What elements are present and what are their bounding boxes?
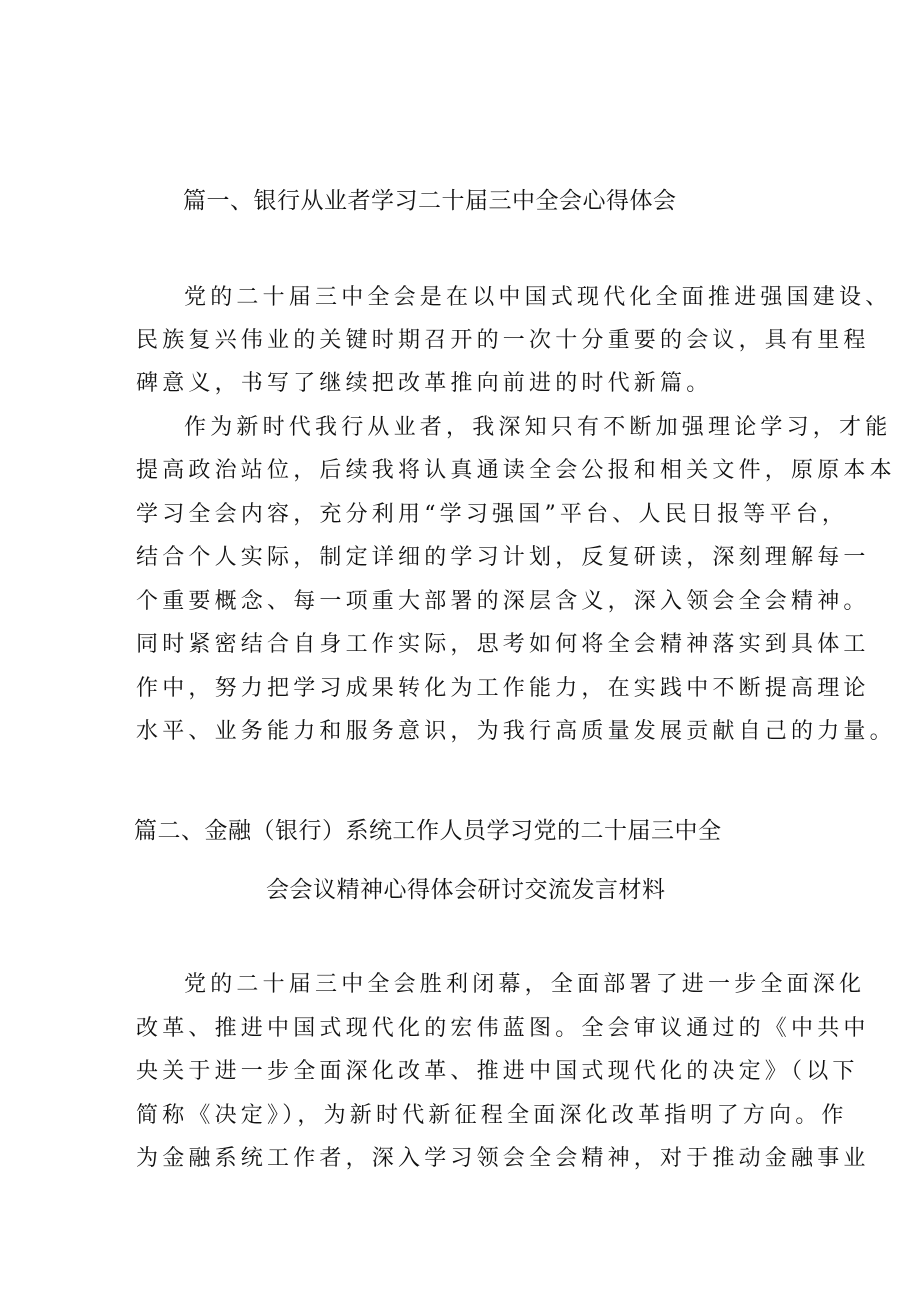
section2-p1-line: 央关于进一步全面深化改革、推进中国式现代化的决定》（以下 <box>136 1059 859 1084</box>
section1-p2-line: 作中，努力把学习成果转化为工作能力，在实践中不断提高理论 <box>136 676 870 701</box>
section1-title: 篇一、银行从业者学习二十届三中全会心得体会 <box>183 188 677 214</box>
section1-p2-line: 水平、业务能力和服务意识，为我行高质量发展贡献自己的力量。 <box>136 719 896 744</box>
section1-p2-line: 结合个人实际，制定详细的学习计划，反复研读，深刻理解每一 <box>136 545 870 570</box>
section2-title-line1: 篇二、金融（银行）系统工作人员学习党的二十届三中全 <box>134 818 722 844</box>
section1-p1-line: 民族复兴伟业的关键时期召开的一次十分重要的会议，具有里程 <box>136 328 870 353</box>
section2-p1-line: 党的二十届三中全会胜利闭幕，全面部署了进一步全面深化 <box>184 972 866 997</box>
section1-p2-line: 提高政治站位，后续我将认真通读全会公报和相关文件，原原本本 <box>136 458 896 483</box>
section2-title-line2: 会会议精神心得体会研讨交流发言材料 <box>266 877 666 903</box>
section1-p2-line: 作为新时代我行从业者，我深知只有不断加强理论学习，才能 <box>184 415 892 440</box>
section2-p1-line: 为金融系统工作者，深入学习领会全会精神，对于推动金融事业 <box>136 1146 870 1171</box>
section1-p2-line: 个重要概念、每一项重大部署的深层含义，深入领会全会精神。 <box>136 589 870 614</box>
section1-p1-line: 碑意义，书写了继续把改革推向前进的时代新篇。 <box>136 371 713 396</box>
section1-p1-line: 党的二十届三中全会是在以中国式现代化全面推进强国建设、 <box>184 285 892 310</box>
section1-p2-line: 学习全会内容，充分利用“学习强国”平台、人民日报等平台， <box>136 502 849 527</box>
section2-p1-line: 简称《决定》），为新时代新征程全面深化改革指明了方向。作 <box>136 1103 848 1128</box>
section1-p2-line: 同时紧密结合自身工作实际，思考如何将全会精神落实到具体工 <box>136 632 870 657</box>
section2-p1-line: 改革、推进中国式现代化的宏伟蓝图。全会审议通过的《中共中 <box>136 1016 870 1041</box>
